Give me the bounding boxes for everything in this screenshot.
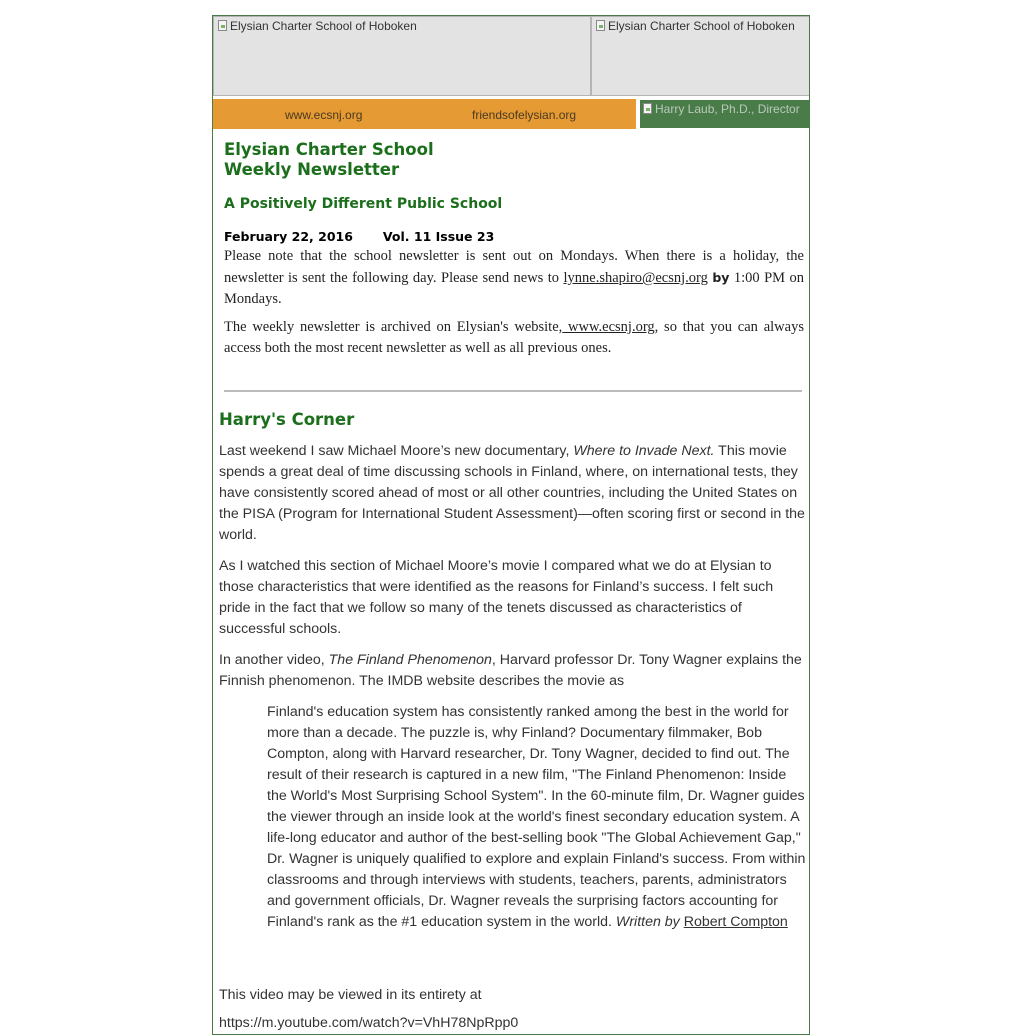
date-text: February 22, 2016 (224, 229, 353, 244)
friends-link[interactable]: friendsofelysian.org (472, 108, 577, 122)
broken-image-icon (642, 103, 654, 115)
issue-date (224, 229, 524, 244)
archive-link[interactable]: www.ecsnj.org (562, 319, 655, 335)
notice-paragraph: Please note that the school newsletter is sent out on Mondays. When there is a holiday, the newsletter is sent the following day. Please send news to lynne.shapiro@ecsnj.org by 1:00 PM on Mondays. (224, 248, 804, 307)
volume-text: Vol. 11 Issue 23 (382, 229, 495, 244)
ecsnj-link[interactable]: www.ecsnj.org (285, 108, 363, 122)
article-paragraph: In another video, The Finland Phenomenon, Harvard professor Dr. Tony Wagner explains the Finnish phenomenon. The IMDB website describes the movie as (219, 652, 802, 689)
author-link[interactable]: Robert Compton (683, 914, 788, 930)
school-banner-image: Elysian Charter School of Hoboken (591, 16, 810, 96)
divider (224, 390, 802, 392)
imdb-quote: Finland's education system has consistently ranked among the best in the world for more than a decade. The puzzle is, why Finland? Documentary filmmaker, Bob Compton, along with Harvard researcher, Dr. Tony Wagner, decided to find out. The result of their research is captured in a new film, "The Finland Phenomenon: Inside the World's Most Surprising School System". In the 60-minute film, Dr. Wagner guides the viewer through an inside look at the world's finest secondary education system. A life-long educator and author of the best-selling book "The Global Achievement Gap," Dr. Wagner is uniquely qualified to explore and explain Finland's success. From within classrooms and through interviews with students, teachers, parents, administrators and government officials, Dr. Wagner reveals the surprising factors accounting for Finland's rank as the #1 education system in the world. Written by Robert Compton (267, 704, 806, 930)
email-link[interactable]: lynne.shapiro@ecsnj.org (563, 270, 708, 286)
article-paragraph: Last weekend I saw Michael Moore’s new documentary, Where to Invade Next. This movie spends a great deal of time discussing schools in Finland, where, on international tests, they have consistently scored ahead of most or all other countries, including the United States on the PISA (Program for International Student Assessment)—often scoring first or second in the world. (219, 443, 805, 543)
article-paragraph: As I watched this section of Michael Moore’s movie I compared what we do at Elysian to those characteristics that were identified as the reasons for Finland’s success. I felt such pride in the fact that we follow so many of the tenets discussed as characteristics of successful schools. (219, 558, 774, 637)
newsletter-frame (212, 15, 810, 1035)
article-paragraph: This video may be viewed in its entirety at (219, 987, 482, 1003)
broken-image-icon (595, 20, 607, 32)
archive-paragraph: The weekly newsletter is archived on Elysian's website, www.ecsnj.org, so that you can always access both the most recent newsletter as well as all previous ones. (224, 319, 804, 356)
director-image: Harry Laub, Ph.D., Director (640, 100, 810, 128)
tagline: A Positively Different Public School (224, 196, 503, 212)
school-logo-image: Elysian Charter School of Hoboken (213, 16, 591, 96)
newsletter-title: Elysian Charter School Weekly Newsletter (224, 140, 434, 179)
link-bar (213, 99, 636, 129)
youtube-link-text[interactable]: https://m.youtube.com/watch?v=VhH78NpRpp0 (219, 1015, 519, 1031)
broken-image-icon (217, 20, 229, 32)
section-title: Harry's Corner (219, 410, 355, 429)
